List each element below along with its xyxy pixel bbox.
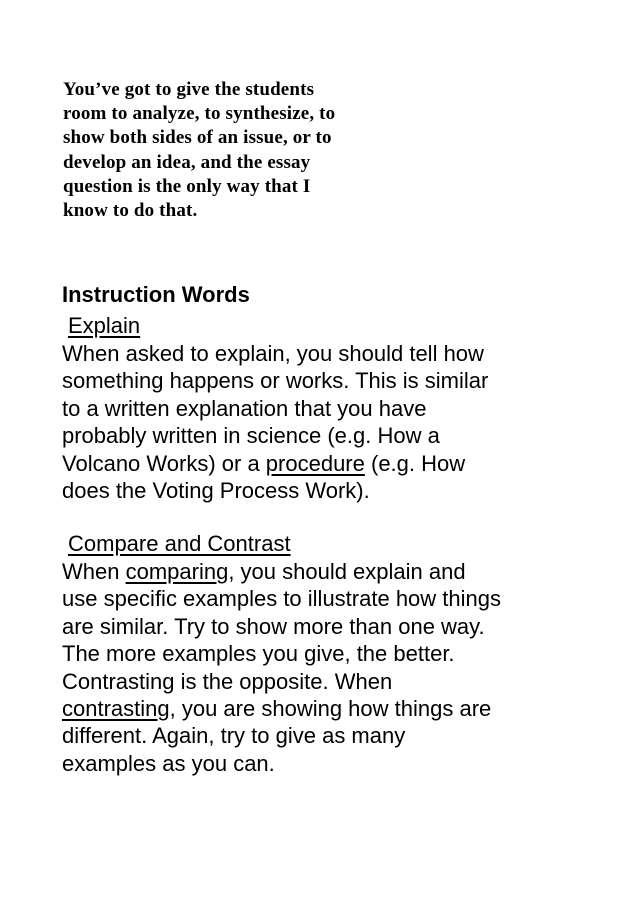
procedure-term: procedure [265,450,365,476]
paragraph-line: different. Again, try to give as many [62,723,406,749]
paragraph-line: The more examples you give, the better. [62,641,455,667]
contrasting-term: contrasting [62,696,170,722]
paragraph-line: When asked to explain, you should tell how [62,341,484,366]
paragraph-line: probably written in science (e.g. How a [62,423,440,449]
comparing-term: comparing [125,559,229,584]
quote-line: develop an idea, and the essay [63,151,311,173]
quote-block [63,78,443,223]
quote-line: show both sides of an issue, or to [63,127,332,149]
paragraph-line: to a written explanation that you have [62,395,427,421]
explain-subheading: Explain [68,313,141,338]
compare-contrast-subheading: Compare and Contrast [68,531,291,556]
paragraph-line: does the Voting Process Work). [62,478,370,504]
quote-line: question is the only way that I [63,175,311,197]
line-text: , you should explain and [228,559,466,584]
line-text: (e.g. How [364,450,466,476]
line-text: , you are showing how things are [169,696,492,722]
paragraph-line: examples as you can. [62,750,275,776]
paragraph-line: are similar. Try to show more than one way. [62,613,485,639]
section-heading: Instruction Words [62,282,250,307]
paragraph-line: Contrasting is the opposite. When [62,668,393,694]
paragraph-line: use specific examples to illustrate how things [62,586,501,612]
line-text: When [62,559,126,584]
paragraph-line: something happens or works. This is similar [62,368,489,394]
compare-paragraph [62,558,622,777]
explain-paragraph [62,340,622,504]
quote-line: room to analyze, to synthesize, to [63,103,336,125]
paragraph-line [62,695,622,722]
paragraph-line [62,450,622,477]
paragraph-line [62,558,622,585]
line-text: Volcano Works) or a [62,450,266,476]
quote-line: know to do that. [63,200,198,222]
quote-line: You’ve got to give the students [63,79,315,100]
